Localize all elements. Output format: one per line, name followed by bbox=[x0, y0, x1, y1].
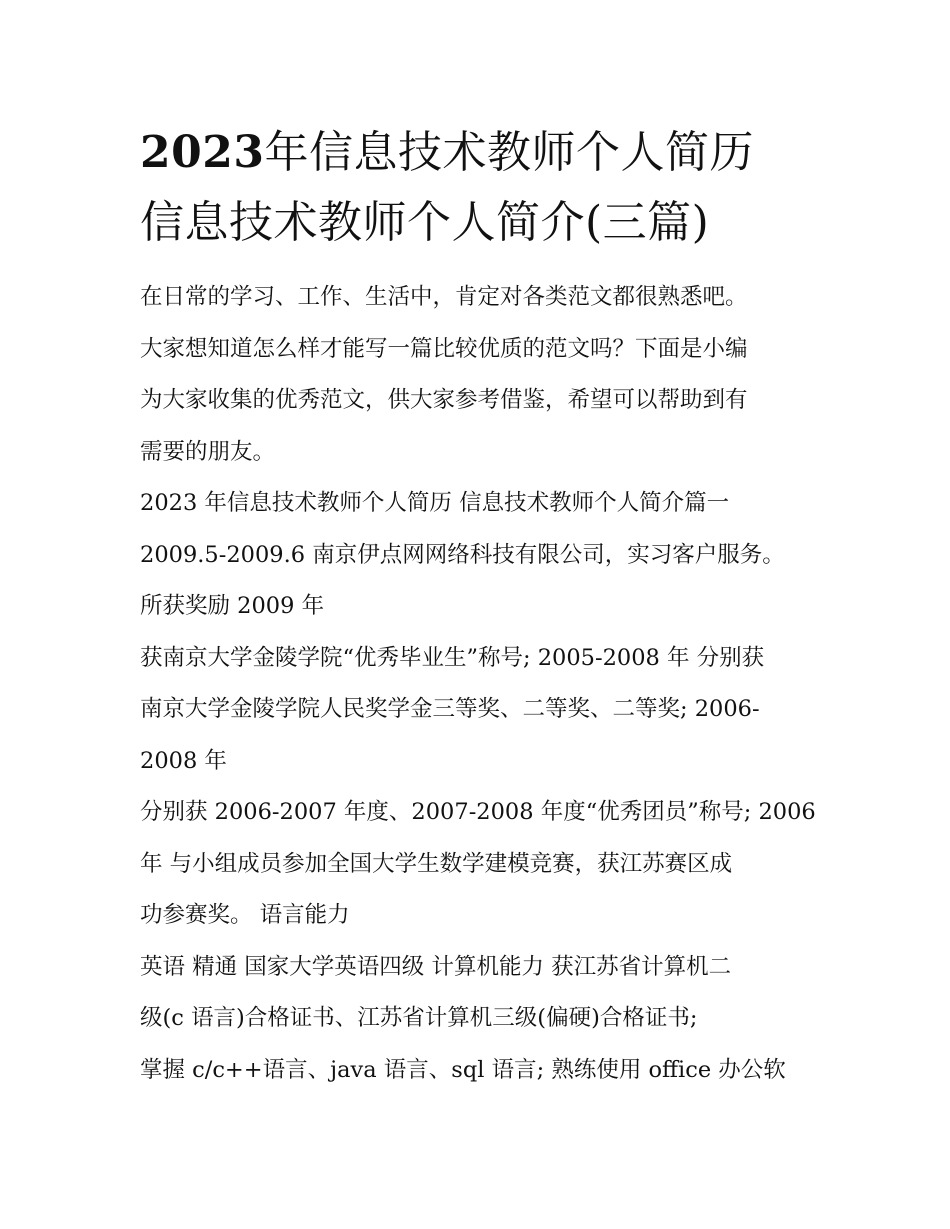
body-line: 为大家收集的优秀范文，供大家参考借鉴，希望可以帮助到有 bbox=[140, 387, 748, 413]
body-line: 在日常的学习、工作、生活中，肯定对各类范文都很熟悉吧。 bbox=[140, 284, 748, 310]
title-year: 2023 bbox=[140, 127, 265, 178]
title-line-1 bbox=[140, 118, 815, 188]
title-line-2: 信息技术教师个人简介(三篇) bbox=[140, 197, 710, 248]
body-line: 所获奖励 2009 年 bbox=[140, 593, 325, 619]
document-content bbox=[140, 118, 815, 1096]
document-body bbox=[140, 272, 815, 1096]
document-title bbox=[140, 118, 815, 258]
title-line-1-rest: 年信息技术教师个人简历 bbox=[264, 127, 754, 178]
body-line: 2023 年信息技术教师个人简历 信息技术教师个人简介篇一 bbox=[140, 490, 730, 516]
body-line: 大家想知道怎么样才能写一篇比较优质的范文吗？下面是小编 bbox=[140, 335, 748, 362]
body-line: 英语 精通 国家大学英语四级 计算机能力 获江苏省计算机二 bbox=[140, 953, 732, 980]
body-line: 需要的朋友。 bbox=[140, 438, 276, 465]
body-line: 南京大学金陵学院人民奖学金三等奖、二等奖、二等奖; 2006- bbox=[140, 696, 760, 722]
body-line: 年 与小组成员参加全国大学生数学建模竞赛，获江苏赛区成 bbox=[140, 850, 733, 877]
body-line: 获南京大学金陵学院“优秀毕业生”称号; 2005-2008 年 分别获 bbox=[140, 644, 765, 671]
body-line: 2009.5-2009.6 南京伊点网网络科技有限公司，实习客户服务。 bbox=[140, 541, 785, 568]
body-line: 级(c 语言)合格证书、江苏省计算机三级(偏硬)合格证书; bbox=[140, 1005, 698, 1031]
body-line: 掌握 c/c++语言、java 语言、sql 语言; 熟练使用 office 办公软 bbox=[140, 1056, 786, 1083]
body-line: 分别获 2006-2007 年度、2007-2008 年度“优秀团员”称号; 2006 bbox=[140, 799, 816, 825]
body-line: 2008 年 bbox=[140, 747, 227, 774]
body-line: 功参赛奖。 语言能力 bbox=[140, 902, 350, 928]
